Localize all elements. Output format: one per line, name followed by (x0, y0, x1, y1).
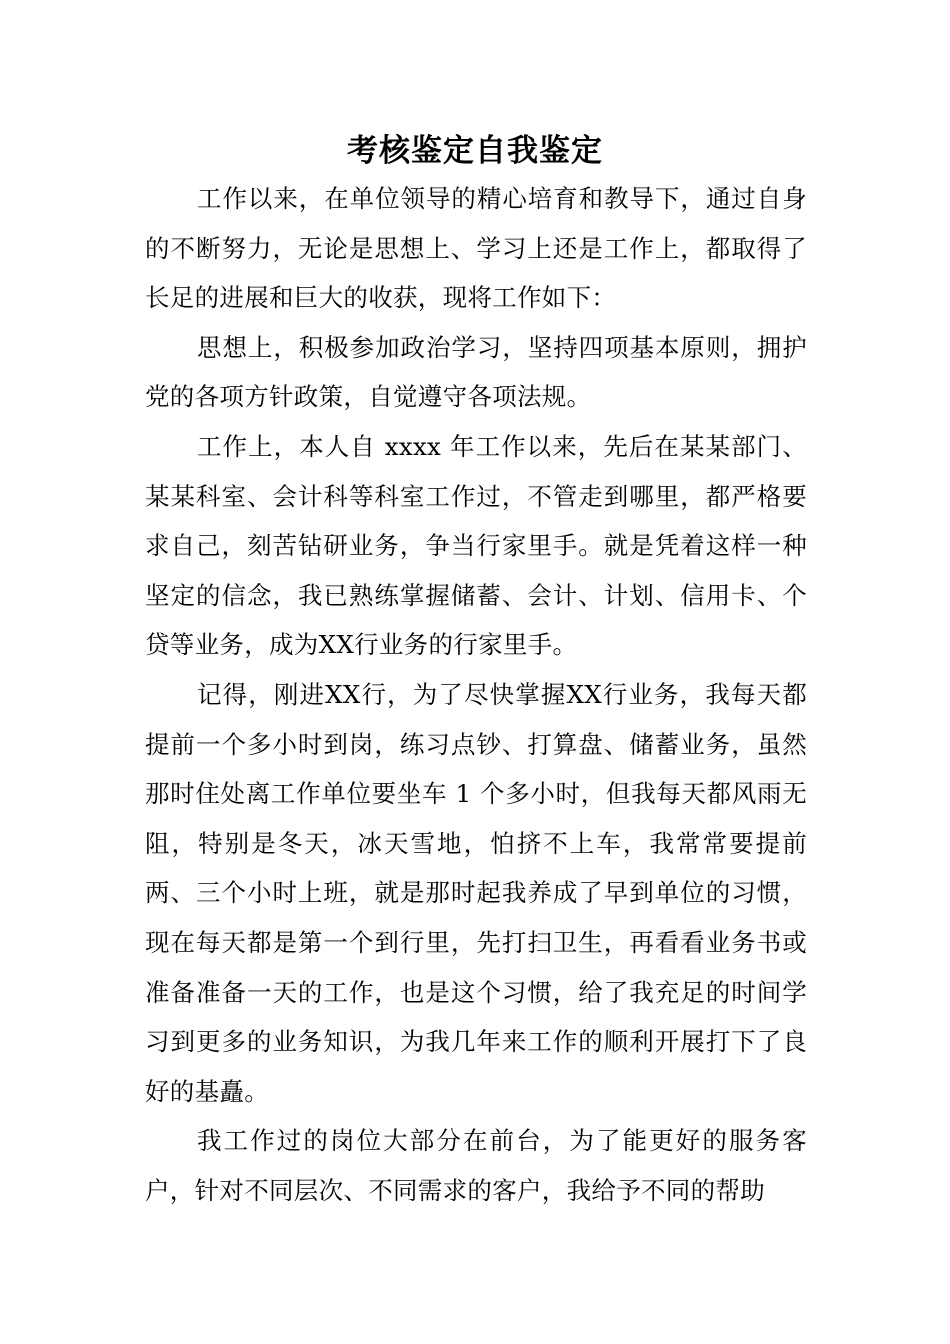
paragraph: 工作以来，在单位领导的精心培育和教导下，通过自身的不断努力，无论是思想上、学习上还是工作上，都取得了长足的进展和巨大的收获，现将工作如下： (145, 184, 807, 313)
document-body (145, 174, 807, 1215)
paragraph: 记得，刚进XX行，为了尽快掌握XX行业务，我每天都提前一个多小时到岗，练习点钞、打算盘、储蓄业务，虽然那时住处离工作单位要坐车 1 个多小时，但我每天都风雨无阻，特别是冬天，冰天雪地，怕挤不上车，我常常要提前两、三个小时上班，就是那时起我养成了早到单位的习惯，现在每天都是第一个到行里，先打扫卫生，再看看业务书或准备准备一天的工作，也是这个习惯，给了我充足的时间学习到更多的业务知识，为我几年来工作的顺利开展打下了良好的基矗。 (145, 679, 807, 1106)
paragraph: 我工作过的岗位大部分在前台，为了能更好的服务客户，针对不同层次、不同需求的客户，我给予不同的帮助 (145, 1126, 807, 1205)
document-title: 考核鉴定自我鉴定 (347, 133, 603, 169)
paragraph: 工作上，本人自 xxxx 年工作以来，先后在某某部门、某某科室、会计科等科室工作过，不管走到哪里，都严格要求自己，刻苦钻研业务，争当行家里手。就是凭着这样一种坚定的信念，我已熟练掌握储蓄、会计、计划、信用卡、个贷等业务，成为XX行业务的行家里手。 (145, 431, 807, 660)
paragraph: 思想上，积极参加政治学习，坚持四项基本原则，拥护党的各项方针政策，自觉遵守各项法规。 (145, 332, 807, 412)
